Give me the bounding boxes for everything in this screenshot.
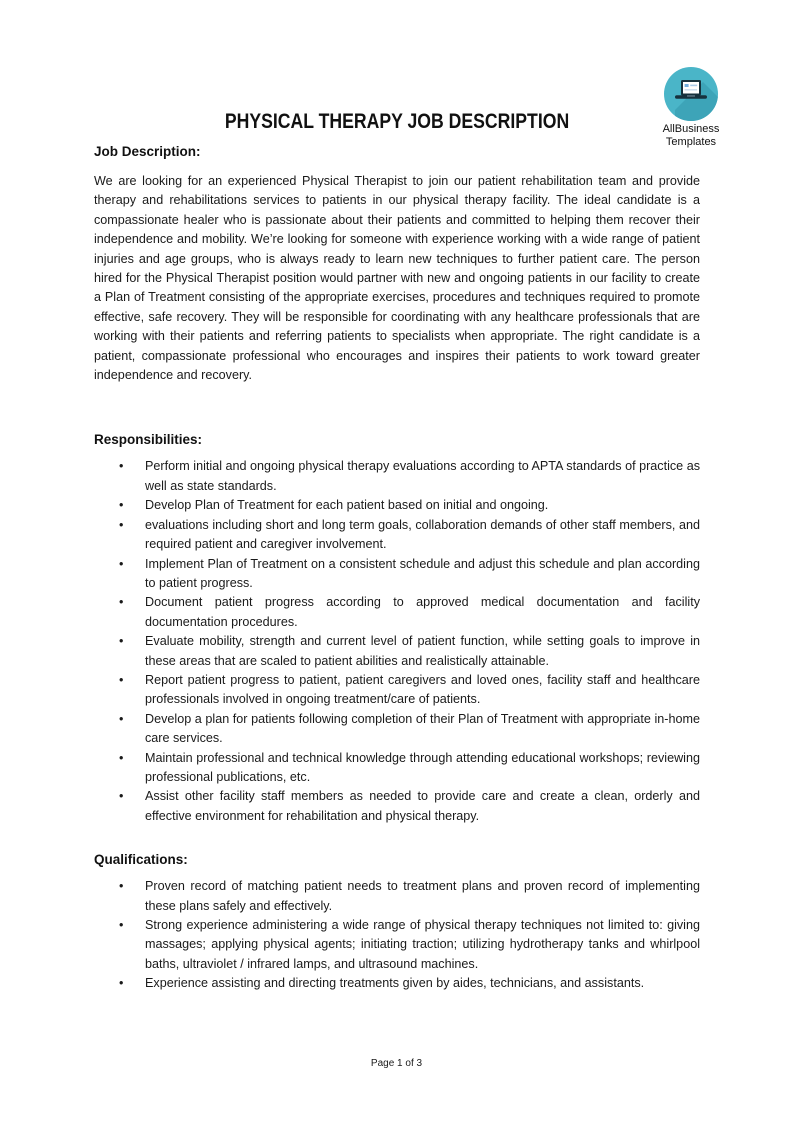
section-heading-job-description: Job Description: — [94, 144, 201, 159]
list-item: • Evaluate mobility, strength and current level of patient function, while setting goals to improve in these areas that are scaled to patient abilities and realistically attainable. — [94, 632, 700, 671]
page-title: PHYSICAL THERAPY JOB DESCRIPTION — [224, 110, 570, 133]
responsibilities-list — [94, 457, 700, 826]
job-description-paragraph: We are looking for an experienced Physical Therapist to join our patient rehabilitation team and provide therapy and rehabilitations services to patients in our physical therapy facility. The ideal candidate is a compassionate healer who is passionate about their patients and committed to helping them recover their independence and mobility. We’re looking for someone with experience working with a wide range of patient injuries and age groups, who is always ready to learn new techniques to further patient care. The person hired for the Physical Therapist position would partner with new and ongoing patients in our facility to create a Plan of Treatment consisting of the appropriate exercises, procedures and techniques required to promote effective, safe recovery. They will be responsible for coordinating with any healthcare professionals that are working with their patients and referring patients to specialists when appropriate. The right candidate is a patient, compassionate professional who encourages and inspires their patients to work toward greater independence and recovery. — [94, 174, 700, 383]
list-item: • Perform initial and ongoing physical therapy evaluations according to APTA standards of practice as well as state standards. — [94, 457, 700, 496]
list-item: • Maintain professional and technical knowledge through attending educational workshops; reviewing professional publications, etc. — [94, 749, 700, 788]
logo-text-line2: Templates — [665, 135, 717, 148]
list-item: • Strong experience administering a wide range of physical therapy techniques not limited to: giving massages; applying physical agents; initiating traction; utilizing hydrotherapy tanks and whirlpool baths, ultraviolet / infrared lamps, and ultrasound machines. — [94, 916, 700, 974]
list-item: • Proven record of matching patient needs to treatment plans and proven record of implementing these plans safely and effectively. — [94, 877, 700, 916]
logo-text-line1: AllBusiness — [662, 123, 720, 135]
list-item: • Experience assisting and directing treatments given by aides, technicians, and assistants. — [94, 974, 700, 993]
list-item: • Document patient progress according to approved medical documentation and facility documentation procedures. — [94, 593, 700, 632]
section-heading-responsibilities: Responsibilities: — [94, 432, 203, 448]
list-item: • Report patient progress to patient, patient caregivers and loved ones, facility staff and healthcare professionals involved in ongoing treatment/care of patients. — [94, 671, 700, 710]
page-number: Page 1 of 3 — [370, 1058, 423, 1069]
document-content — [94, 0, 700, 994]
list-item: • Implement Plan of Treatment on a consistent schedule and adjust this schedule and plan according to patient progress. — [94, 555, 700, 594]
list-item: • evaluations including short and long term goals, collaboration demands of other staff members, and required patient and caregiver involvement. — [94, 516, 700, 555]
list-item: • Develop a plan for patients following completion of their Plan of Treatment with appropriate in-home care services. — [94, 710, 700, 749]
list-item: • Develop Plan of Treatment for each patient based on initial and ongoing. — [94, 496, 700, 515]
qualifications-list — [94, 877, 700, 993]
section-heading-qualifications: Qualifications: — [94, 852, 188, 868]
list-item: • Assist other facility staff members as needed to provide care and create a clean, orderly and effective environment for rehabilitation and physical therapy. — [94, 787, 700, 826]
